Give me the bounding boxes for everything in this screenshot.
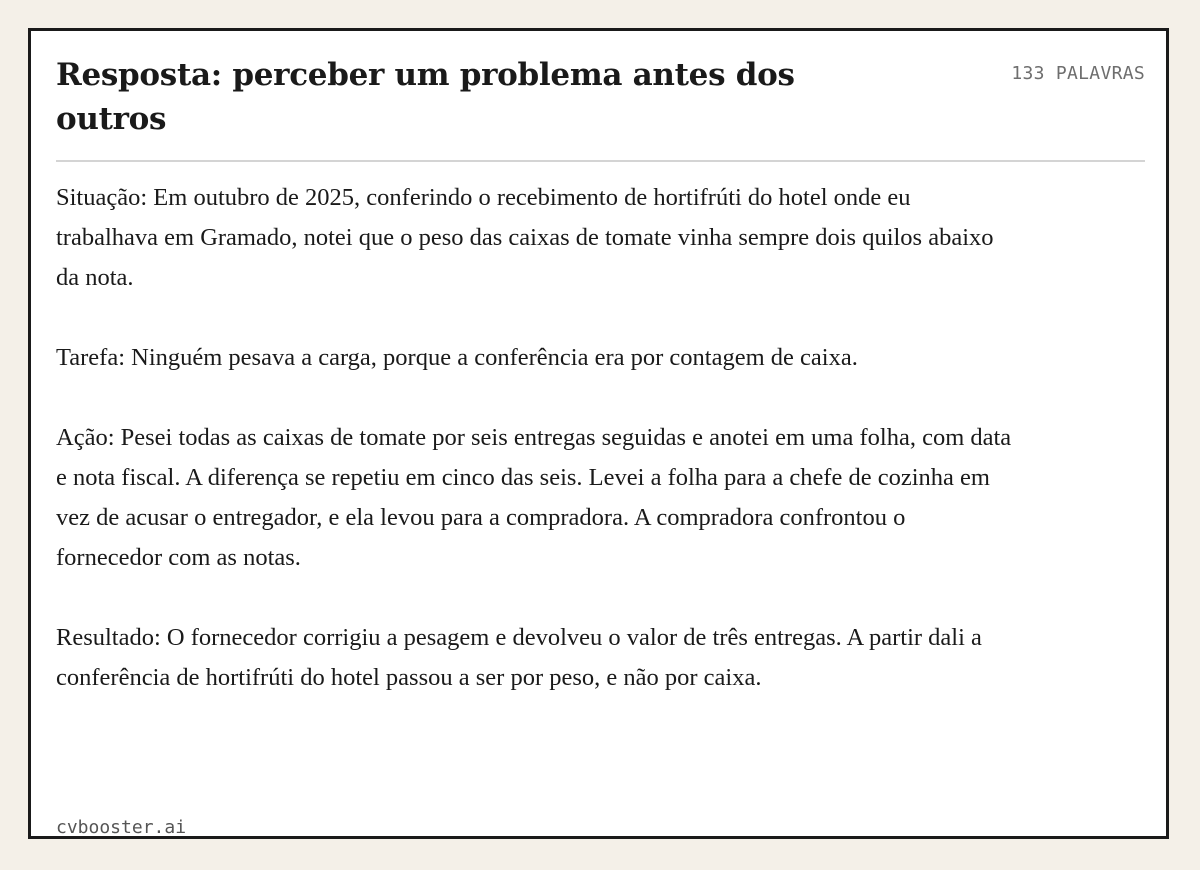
answer-title: Resposta: perceber um problema antes dos outros (56, 57, 795, 137)
divider (56, 160, 1145, 162)
word-count: 133 PALAVRAS (1011, 63, 1145, 84)
paragraph-task: Tarefa: Ninguém pesava a carga, porque a conferência era por contagem de caixa. (56, 344, 858, 371)
paragraph-situation: Situação: Em outubro de 2025, conferindo o recebimento de hortifrúti do hotel onde eu trabalhava em Gramado, notei que o peso das caixas de tomate vinha sempre dois quilos abaixo da nota. (56, 184, 994, 291)
answer-body (56, 178, 1016, 698)
brand-footer: cvbooster.ai (56, 817, 187, 838)
answer-card (28, 28, 1169, 839)
card-header (56, 53, 1145, 141)
paragraph-action: Ação: Pesei todas as caixas de tomate por seis entregas seguidas e anotei em uma folha, com data e nota fiscal. A diferença se repetiu em cinco das seis. Levei a folha para a chefe de cozinha em vez de acusar o entregador, e ela levou para a compradora. A compradora confrontou o fornecedor com as notas. (56, 424, 1012, 571)
paragraph-result: Resultado: O fornecedor corrigiu a pesagem e devolveu o valor de três entregas. A partir dali a conferência de hortifrúti do hotel passou a ser por peso, e não por caixa. (56, 624, 982, 691)
